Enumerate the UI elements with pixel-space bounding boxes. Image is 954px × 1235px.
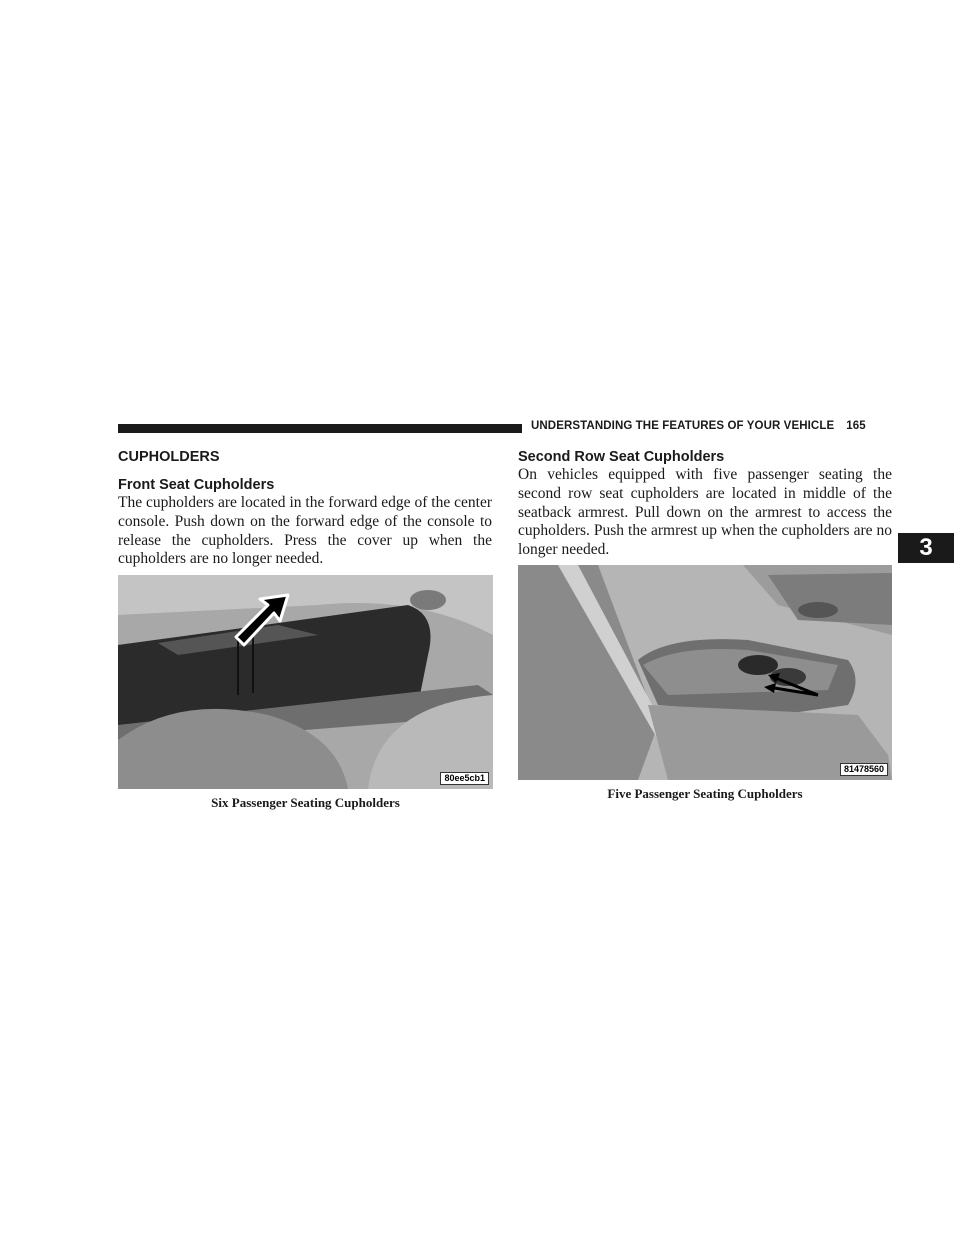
- header-rule: [118, 424, 522, 433]
- second-row-subheading: Second Row Seat Cupholders: [518, 449, 725, 465]
- front-seat-body: The cupholders are located in the forward edge of the center console. Push down on the forward edge of the console to release the cupholders. Press the cover up when the cupholders are no longer needed.: [118, 494, 492, 568]
- console-illustration: [118, 575, 493, 789]
- six-passenger-caption: Six Passenger Seating Cupholders: [211, 795, 400, 810]
- figure-code: 81478560: [840, 763, 888, 776]
- front-seat-subheading: Front Seat Cupholders: [118, 477, 275, 493]
- six-passenger-cupholder-figure: [118, 575, 493, 789]
- second-row-body: On vehicles equipped with five passenger seating the second row seat cupholders are located in middle of the seatback armrest. Pull down on the armrest to access the cupholders. Push the armrest up when the cupholders are no longer needed.: [518, 466, 892, 559]
- chapter-tab: 3: [898, 533, 954, 563]
- figure-code: 80ee5cb1: [440, 772, 489, 785]
- header-section-title: UNDERSTANDING THE FEATURES OF YOUR VEHICLE: [531, 420, 835, 432]
- running-header: [531, 420, 891, 432]
- five-passenger-caption: Five Passenger Seating Cupholders: [607, 786, 803, 801]
- five-passenger-cupholder-figure: [518, 565, 892, 780]
- right-column: [518, 448, 892, 560]
- armrest-illustration: [518, 565, 892, 780]
- page-number: 165: [846, 420, 866, 432]
- section-heading: CUPHOLDERS: [118, 449, 220, 465]
- left-column: [118, 448, 492, 569]
